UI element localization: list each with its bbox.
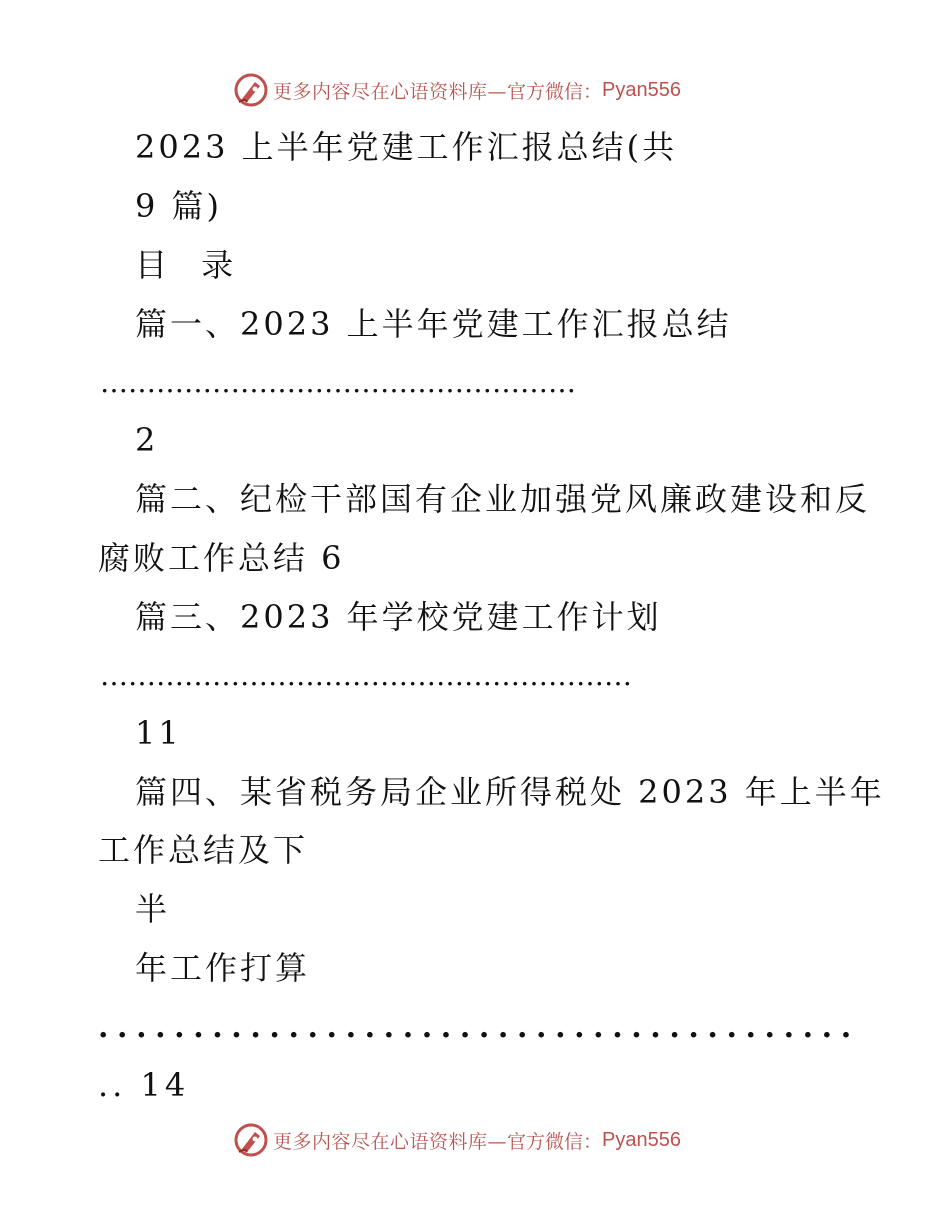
banner-slogan: 更多内容尽在心语资料库— bbox=[273, 80, 508, 103]
toc-entry-4-leader: ........................................ bbox=[98, 1010, 860, 1045]
document-title-line-1: 2023 上半年党建工作汇报总结(共 bbox=[135, 128, 678, 166]
toc-entry-1-page: 2 bbox=[135, 421, 159, 459]
document-title-line-2: 9 篇) bbox=[135, 187, 223, 225]
toc-entry-4-title-line-3: 半 bbox=[135, 890, 171, 928]
banner-wechat-id: Pyan556 bbox=[602, 1128, 681, 1151]
toc-entry-4-page: .. 14 bbox=[98, 1066, 190, 1104]
toc-entry-2-title-line-1: 篇二、纪检干部国有企业加强党风廉政建设和反 bbox=[135, 480, 871, 518]
toc-entry-4-title-line-4: 年工作打算 bbox=[135, 949, 311, 987]
banner-slogan: 更多内容尽在心语资料库— bbox=[273, 1130, 508, 1153]
toc-entry-2-title-line-2: 腐败工作总结 6 bbox=[98, 539, 345, 577]
toc-entry-4-title-line-2: 工作总结及下 bbox=[98, 831, 309, 869]
toc-entry-4-title-line-1: 篇四、某省税务局企业所得税处 2023 年上半年 bbox=[135, 773, 885, 811]
banner-wechat-label: 官方微信： bbox=[507, 1130, 603, 1153]
pen-logo-icon bbox=[233, 72, 269, 108]
toc-entry-3-title: 篇三、2023 年学校党建工作计划 bbox=[135, 598, 662, 636]
pen-logo-icon bbox=[233, 1122, 269, 1158]
banner-wechat-label: 官方微信： bbox=[507, 80, 603, 103]
toc-entry-3-leader: ………………………………………………… bbox=[100, 659, 632, 692]
footer-watermark-banner bbox=[233, 1120, 681, 1160]
header-watermark-banner bbox=[233, 70, 681, 110]
toc-entry-3-page: 11 bbox=[135, 714, 182, 752]
banner-wechat-id: Pyan556 bbox=[602, 78, 681, 101]
toc-entry-1-leader: …………………………………………… bbox=[100, 366, 576, 399]
toc-entry-1-title: 篇一、2023 上半年党建工作汇报总结 bbox=[135, 305, 732, 343]
toc-heading: 目 录 bbox=[135, 246, 246, 284]
